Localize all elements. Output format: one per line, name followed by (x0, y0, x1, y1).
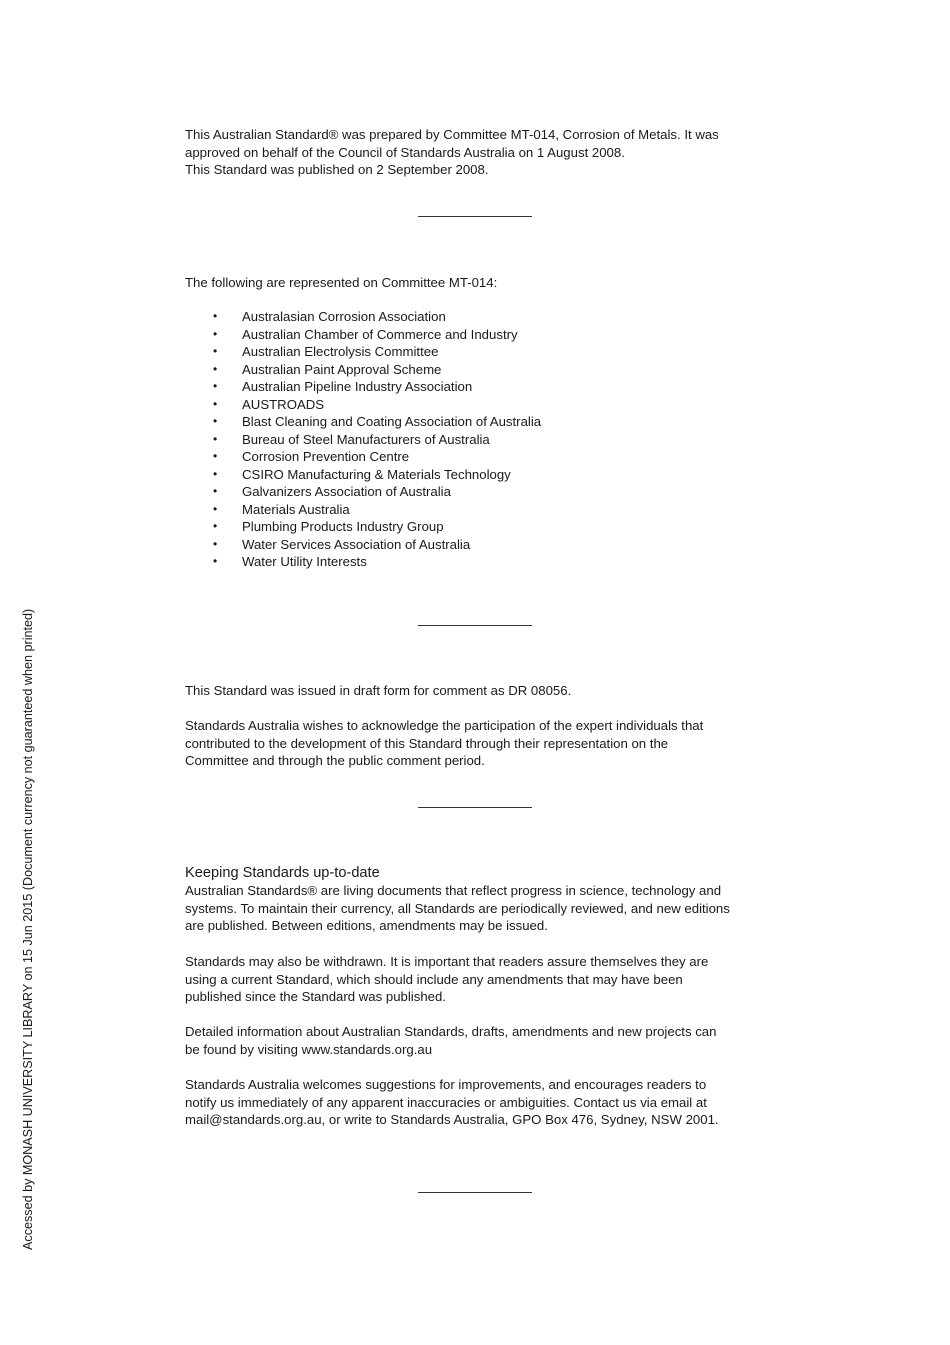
access-notice: Accessed by MONASH UNIVERSITY LIBRARY on 15 Jun 2015 (Document currency not guaranteed when printed) (21, 608, 35, 1250)
committee-member-list (185, 308, 775, 571)
list-item (185, 536, 775, 554)
list-item (185, 413, 775, 431)
member-name: Blast Cleaning and Coating Association of Australia (242, 414, 542, 429)
bullet: • (213, 326, 218, 341)
acknowledgement-line-1: Standards Australia wishes to acknowledge the participation of the expert individuals that (185, 718, 704, 733)
list-item (185, 553, 775, 571)
bullet: • (213, 554, 218, 568)
suggestions-line-2: notify us immediately of any apparent inaccuracies or ambiguities. Contact us via email at (185, 1094, 707, 1110)
preparation-line-3: This Standard was published on 2 September 2008. (185, 162, 489, 178)
withdrawal-line-2: using a current Standard, which should include any amendments that may have been (185, 971, 683, 987)
information-line-2: be found by visiting www.standards.org.au (185, 1041, 433, 1057)
bullet: • (213, 361, 218, 376)
acknowledgement-line-3: Committee and through the public comment period. (185, 753, 485, 769)
draft-issued (185, 682, 775, 700)
preparation-line-2: approved on behalf of the Council of Standards Australia on 1 August 2008. (185, 144, 625, 160)
bullet: • (213, 484, 218, 498)
member-name: Australasian Corrosion Association (242, 309, 446, 324)
committee-intro (185, 274, 775, 292)
list-item (185, 431, 775, 449)
acknowledgement (185, 717, 775, 770)
suggestions-line-1: Standards Australia welcomes suggestions for improvements, and encourages readers to (185, 1077, 707, 1092)
bullet: • (213, 379, 218, 393)
member-name: Galvanizers Association of Australia (242, 484, 451, 499)
acknowledgement-line-2: contributed to the development of this Standard through their representation on the (185, 735, 669, 751)
uptodate-p1-line-2: systems. To maintain their currency, all Standards are periodically reviewed, and new editions (185, 900, 730, 916)
suggestions-line-3: mail@standards.org.au, or write to Standards Australia, GPO Box 476, Sydney, NSW 2001. (185, 1112, 719, 1128)
list-item (185, 466, 775, 484)
member-name: Australian Paint Approval Scheme (242, 361, 442, 377)
bullet: • (213, 519, 218, 533)
list-item (185, 501, 775, 519)
member-name: Australian Pipeline Industry Association (242, 379, 473, 394)
bullet: • (213, 449, 218, 463)
section-divider (418, 216, 532, 217)
bullet: • (213, 344, 218, 358)
preparation-line-1: This Australian Standard® was prepared by Committee MT-014, Corrosion of Metals. It was (185, 127, 719, 142)
list-item (185, 308, 775, 326)
member-name: Materials Australia (242, 501, 350, 517)
member-name: Australian Electrolysis Committee (242, 344, 439, 359)
withdrawal-line-1: Standards may also be withdrawn. It is important that readers assure themselves they are (185, 954, 709, 969)
member-name: AUSTROADS (242, 396, 325, 412)
list-item (185, 378, 775, 396)
bullet: • (213, 466, 218, 481)
draft-issued-text: This Standard was issued in draft form for comment as DR 08056. (185, 683, 572, 698)
list-item (185, 343, 775, 361)
uptodate-p1-line-1: Australian Standards® are living documents that reflect progress in science, technology and (185, 883, 722, 898)
member-name: Water Services Association of Australia (242, 536, 471, 552)
section-divider (418, 625, 532, 626)
preparation-statement (185, 126, 775, 179)
section-divider (418, 807, 532, 808)
list-item (185, 518, 775, 536)
list-item (185, 483, 775, 501)
member-name: Corrosion Prevention Centre (242, 449, 410, 464)
member-name: Bureau of Steel Manufacturers of Australia (242, 431, 490, 447)
bullet: • (213, 536, 218, 551)
member-name: Australian Chamber of Commerce and Industry (242, 326, 518, 342)
committee-intro-text: The following are represented on Committee MT-014: (185, 275, 498, 290)
uptodate-section (185, 864, 775, 935)
section-heading: Keeping Standards up-to-date (185, 865, 380, 881)
withdrawal-paragraph (185, 953, 775, 1006)
member-name: Water Utility Interests (242, 554, 367, 569)
bullet: • (213, 501, 218, 516)
information-line-1: Detailed information about Australian Standards, drafts, amendments and new projects can (185, 1024, 717, 1039)
bullet: • (213, 309, 218, 323)
list-item (185, 448, 775, 466)
bullet: • (213, 414, 218, 428)
withdrawal-line-3: published since the Standard was published. (185, 989, 446, 1005)
member-name: Plumbing Products Industry Group (242, 519, 444, 534)
information-paragraph (185, 1023, 775, 1058)
bullet: • (213, 396, 218, 411)
bullet: • (213, 431, 218, 446)
section-divider (418, 1192, 532, 1193)
member-name: CSIRO Manufacturing & Materials Technology (242, 466, 511, 482)
list-item (185, 396, 775, 414)
list-item (185, 361, 775, 379)
list-item (185, 326, 775, 344)
uptodate-p1-line-3: are published. Between editions, amendments may be issued. (185, 918, 548, 934)
suggestions-paragraph (185, 1076, 775, 1129)
